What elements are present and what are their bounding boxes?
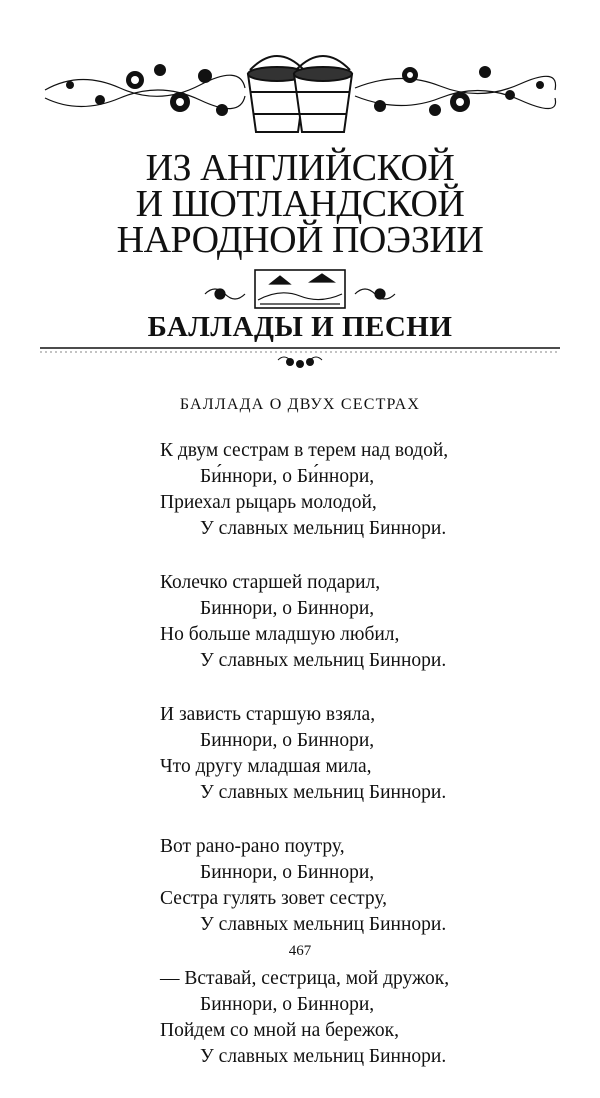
heading-line-2: И ШОТЛАНДСКОЙ — [135, 183, 465, 225]
buckets-ornament-icon — [40, 40, 560, 140]
stanza — [160, 966, 560, 1070]
verse-line: Но больше младшую любил, — [160, 624, 400, 645]
verse-line: Колечко старшей подарил, — [160, 572, 381, 593]
verse-line: К двум сестрам в терем над водой, — [160, 440, 449, 461]
stanza — [160, 702, 560, 806]
landscape-vignette-icon — [200, 264, 400, 314]
refrain-line: У славных мельниц Биннори. — [200, 1046, 447, 1067]
refrain-line: Биннори, о Биннори, — [200, 994, 375, 1015]
stanza — [160, 834, 560, 938]
heading-line-1: ИЗ АНГЛИЙСКОЙ — [145, 147, 455, 189]
ballad-title: БАЛЛАДА О ДВУХ СЕСТРАХ — [179, 396, 421, 413]
verse-line: Что другу младшая мила, — [160, 756, 372, 777]
refrain-line: Биннори, о Биннори, — [200, 598, 375, 619]
verse-line: Вот рано-рано поутру, — [160, 836, 345, 857]
page-number: 467 — [288, 943, 312, 959]
verse-line: Приехал рыцарь молодой, — [160, 492, 377, 513]
heading-line-3: НАРОДНОЙ ПОЭЗИИ — [116, 219, 484, 261]
refrain-line: У славных мельниц Биннори. — [200, 782, 447, 803]
refrain-line: Биннори, о Биннори, — [200, 730, 375, 751]
refrain-line: У славных мельниц Биннори. — [200, 650, 447, 671]
verse-line: — Вставай, сестрица, мой дружок, — [160, 968, 450, 989]
poem-text — [160, 438, 560, 1098]
stanza — [160, 570, 560, 674]
verse-line: Пойдем со мной на бережок, — [160, 1020, 399, 1041]
refrain-line: У славных мельниц Биннори. — [200, 914, 447, 935]
verse-line: Сестра гулять зовет сестру, — [160, 888, 388, 909]
section-heading — [0, 147, 600, 261]
verse-line: И зависть старшую взяла, — [160, 704, 376, 725]
refrain-line: Би́ннори, о Би́ннори, — [200, 466, 375, 487]
decorative-rule-icon — [40, 340, 560, 374]
subsection-title: БАЛЛАДЫ И ПЕСНИ — [147, 311, 453, 343]
stanza — [160, 438, 560, 542]
refrain-line: У славных мельниц Биннори. — [200, 518, 447, 539]
refrain-line: Биннори, о Биннори, — [200, 862, 375, 883]
